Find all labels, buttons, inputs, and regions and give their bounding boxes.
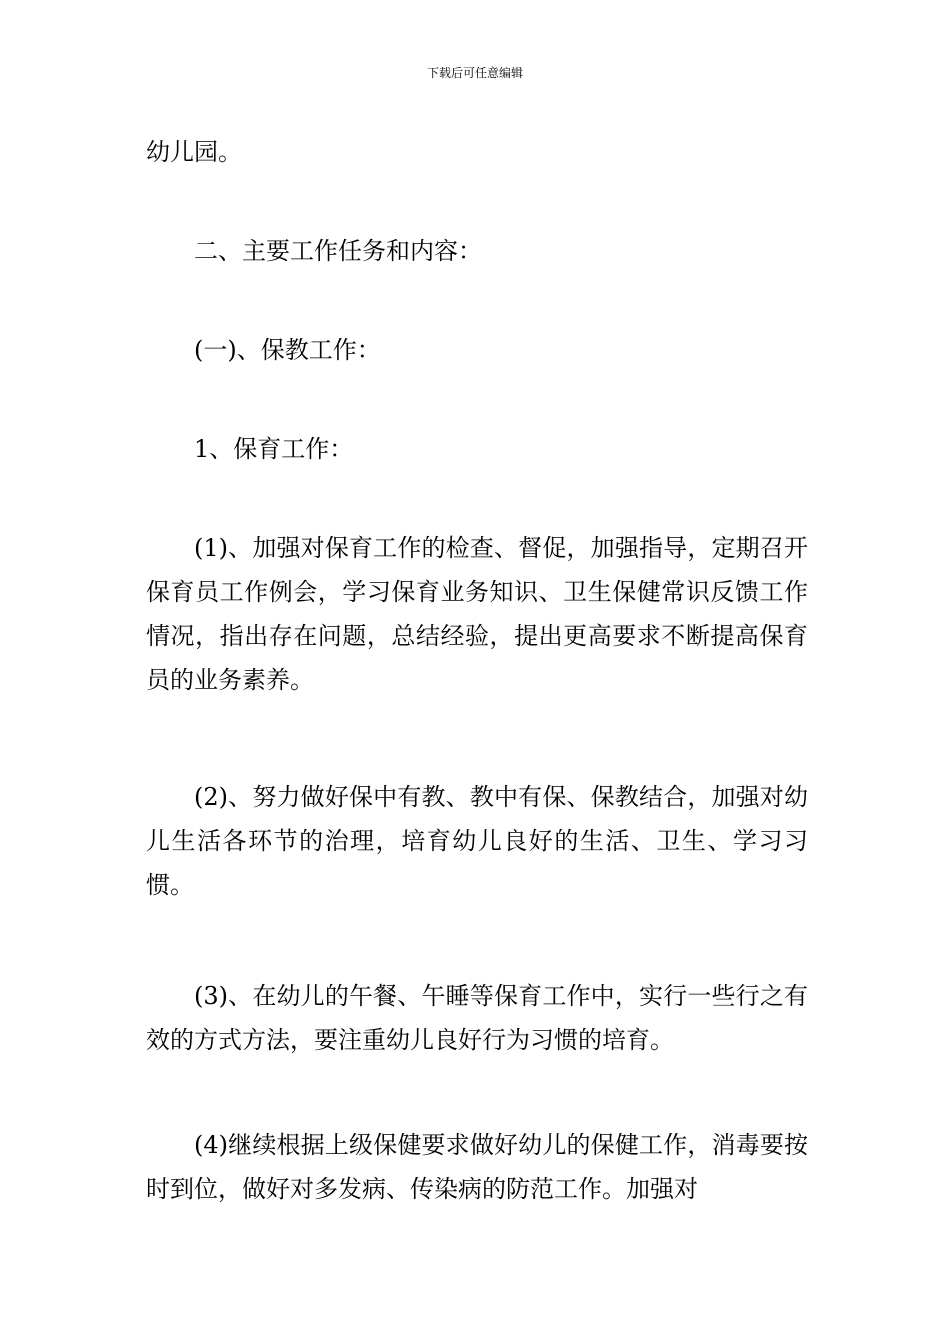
paragraph-item-3: (3)、在幼儿的午餐、午睡等保育工作中，实行一些行之有效的方式方法，要注重幼儿良好行为习惯的培育。	[146, 982, 808, 1054]
paragraph-item-2: (2)、努力做好保中有教、教中有保、保教结合，加强对幼儿生活各环节的治理，培育幼儿良好的生活、卫生、学习习惯。	[146, 783, 808, 899]
item-heading-childcare-work: 1、保育工作：	[194, 435, 354, 463]
paragraph-item-4: (4)继续根据上级保健要求做好幼儿的保健工作，消毒要按时到位，做好对多发病、传染病的防范工作。加强对	[146, 1131, 808, 1203]
subsection-heading-care-education: (一)、保教工作：	[194, 336, 381, 364]
paragraph-continuation: 幼儿园。	[146, 138, 242, 166]
section-heading-main-tasks: 二、主要工作任务和内容：	[194, 237, 482, 265]
paragraph-item-1: (1)、加强对保育工作的检查、督促，加强指导，定期召开保育员工作例会，学习保育业务知识、卫生保健常识反馈工作情况，指出存在问题，总结经验，提出更高要求不断提高保育员的业务素养。	[146, 534, 808, 694]
page-header: 下载后可任意编辑	[426, 66, 523, 80]
